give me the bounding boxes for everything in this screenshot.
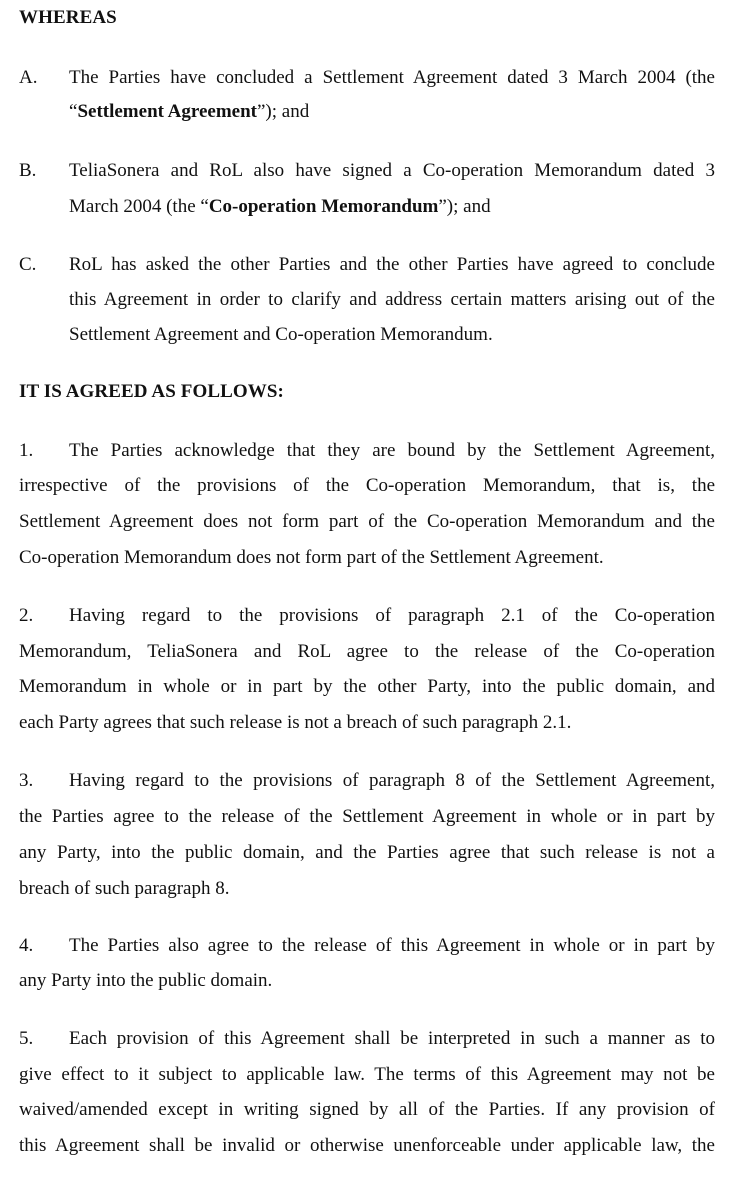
clause-text-line: Co-operation Memorandum does not form part of the Settlement Agreement. [19, 547, 604, 568]
defined-term: Settlement Agreement [77, 101, 257, 122]
clause-number: 3. [19, 770, 34, 791]
clause-text-line: Memorandum in whole or in part by the other Party, into the public domain, and [19, 676, 715, 697]
clause-text-line: the Parties agree to the release of the Settlement Agreement in whole or in part by [19, 806, 715, 827]
whereas-heading: WHEREAS [19, 7, 117, 28]
recital-text-line: “Settlement Agreement”); and [69, 101, 310, 122]
clause-number: 2. [19, 605, 34, 626]
clause-text-line: any Party, into the public domain, and the Parties agree that such release is not a [19, 842, 715, 863]
clause-text-line: each Party agrees that such release is not a breach of such paragraph 2.1. [19, 712, 572, 733]
clause-text-line: Having regard to the provisions of paragraph 8 of the Settlement Agreement, [69, 770, 715, 791]
clause-text-line: breach of such paragraph 8. [19, 878, 230, 899]
clause-text-line: Memorandum, TeliaSonera and RoL agree to the release of the Co-operation [19, 641, 715, 662]
clause-text-line: give effect to it subject to applicable law. The terms of this Agreement may not be [19, 1064, 715, 1085]
clause-text-line: The Parties also agree to the release of this Agreement in whole or in part by [69, 935, 715, 956]
recital-marker: B. [19, 160, 37, 181]
clause-number: 4. [19, 935, 34, 956]
clause-number: 1. [19, 440, 34, 461]
clause-text-line: The Parties acknowledge that they are bound by the Settlement Agreement, [69, 440, 715, 461]
recital-marker: C. [19, 254, 37, 275]
clause-text-line: waived/amended except in writing signed by all of the Parties. If any provision of [19, 1099, 715, 1120]
clause-number: 5. [19, 1028, 34, 1049]
recital-marker: A. [19, 67, 38, 88]
recital-text-line: RoL has asked the other Parties and the other Parties have agreed to conclude [69, 254, 715, 275]
clause-text-line: this Agreement shall be invalid or otherwise unenforceable under applicable law, the [19, 1135, 715, 1156]
recital-text-line: March 2004 (the “Co-operation Memorandum”); and [69, 196, 491, 217]
recital-text-line: Settlement Agreement and Co-operation Memorandum. [69, 324, 493, 345]
defined-term: Co-operation Memorandum [208, 196, 439, 217]
recital-text-line: TeliaSonera and RoL also have signed a Co-operation Memorandum dated 3 [69, 160, 715, 181]
agreed-heading: IT IS AGREED AS FOLLOWS: [19, 381, 284, 402]
clause-text-line: any Party into the public domain. [19, 970, 273, 991]
recital-text-line: this Agreement in order to clarify and address certain matters arising out of the [69, 289, 715, 310]
clause-text-line: Having regard to the provisions of paragraph 2.1 of the Co-operation [69, 605, 715, 626]
clause-text-line: Each provision of this Agreement shall be interpreted in such a manner as to [69, 1028, 715, 1049]
clause-text-line: irrespective of the provisions of the Co-operation Memorandum, that is, the [19, 475, 715, 496]
clause-text-line: Settlement Agreement does not form part of the Co-operation Memorandum and the [19, 511, 715, 532]
recital-text-line: The Parties have concluded a Settlement Agreement dated 3 March 2004 (the [69, 67, 715, 88]
